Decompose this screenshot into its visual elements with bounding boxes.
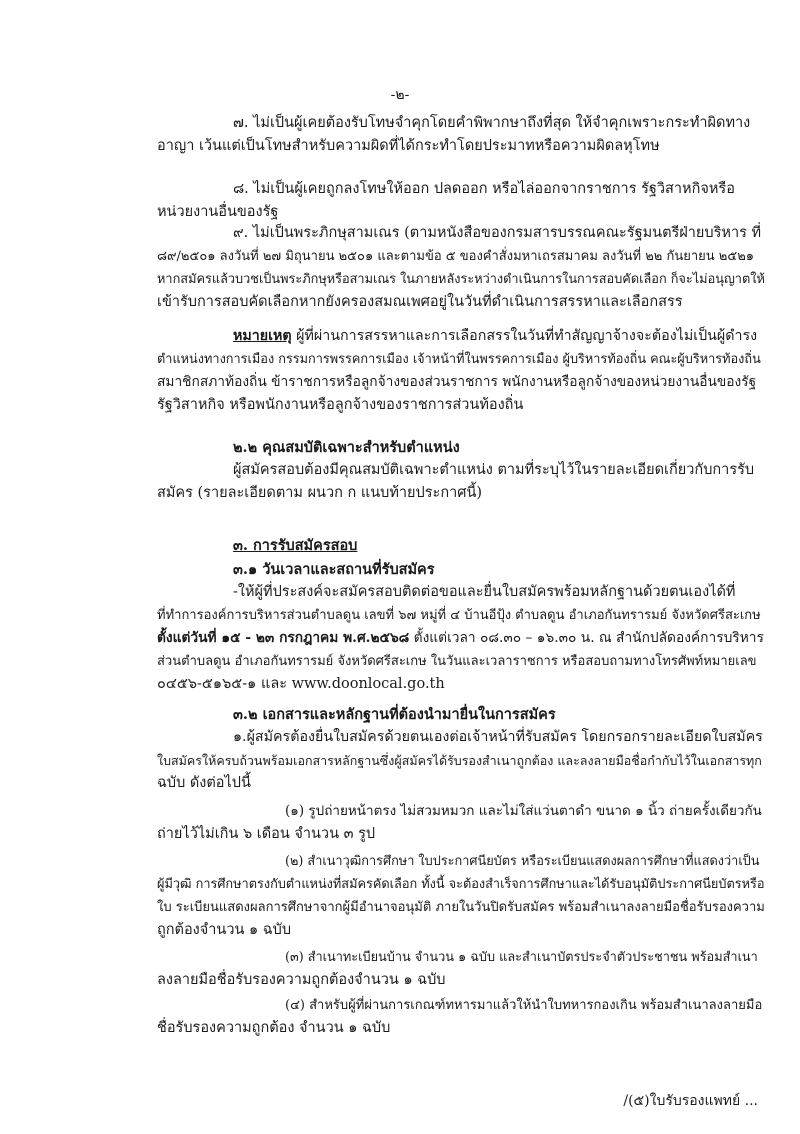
section-3-2-heading: ๓.๒ เอกสารและหลักฐานที่ต้องนำมายื่นในการสมัคร	[233, 706, 556, 723]
section-3-1-heading: ๓.๑ วันเวลาและสถานที่รับสมัคร	[233, 561, 435, 578]
item-9-line-1: ๙. ไม่เป็นพระภิกษุสามเณร (ตามหนังสือของกรมสารบรรณคณะรัฐมนตรีฝ่ายบริหาร ที่	[233, 225, 762, 241]
document-item-2-line-1: (๒) สำเนาวุฒิการศึกษา ใบประกาศนียบัตร หรือระเบียนแสดงผลการศึกษาที่แสดงว่าเป็น	[285, 854, 760, 869]
note-text-1: ผู้ที่ผ่านการสรรหาและการเลือกสรรในวันที่ทำสัญญาจ้างจะต้องไม่เป็นผู้ดำรง	[291, 328, 758, 344]
document-item-2-line-3: ใบ ระเบียนแสดงผลการศึกษาจากผู้มีอำนาจอนุมัติ ภายในวันปิดรับสมัคร พร้อมสำเนาลงลายมือชื่อรับรองความ	[157, 900, 765, 915]
section-2-2	[157, 436, 765, 505]
item-7-line-2: อาญา เว้นแต่เป็นโทษสำหรับความผิดที่ได้กระทำโดยประมาทหรือความผิดลหุโทษ	[157, 138, 660, 154]
item-9-line-3: หากสมัครแล้วบวชเป็นพระภิกษุหรือสามเณร ในภายหลังระหว่างดำเนินการในการสอบคัดเลือก ก็จะไม่อนุญาตให้	[157, 272, 765, 287]
document-item-4-line-1: (๔) สำหรับผู้ที่ผ่านการเกณฑ์ทหารมาแล้วให้นำใบทหารกองเกิน พร้อมสำเนาลงลายมือ	[285, 998, 763, 1013]
section-2-2-heading: ๒.๒ คุณสมบัติเฉพาะสำหรับตำแหน่ง	[233, 439, 460, 456]
item-9-line-2: ๘๙/๒๕๐๑ ลงวันที่ ๒๗ มิถุนายน ๒๕๐๑ และตามข้อ ๕ ของคำสั่งมหาเถรสมาคม ลงวันที่ ๒๒ กันยายน ๒๕๒๑	[157, 249, 755, 264]
document-item-2-line-4: ถูกต้องจำนวน ๑ ฉบับ	[157, 922, 292, 938]
document-item-4	[157, 994, 765, 1040]
section-3	[157, 534, 765, 557]
document-item-2	[157, 850, 765, 942]
note-line-2: ตำแหน่งทางการเมือง กรรมการพรรคการเมือง เจ้าหน้าที่ในพรรคการเมือง ผู้บริหารท้องถิ่น คณะผู้บริหารท้องถิ่น	[157, 352, 761, 367]
section-2-2-line-1: ผู้สมัครสอบต้องมีคุณสมบัติเฉพาะตำแหน่ง ตามที่ระบุไว้ในรายละเอียดเกี่ยวกับการรับ	[233, 462, 755, 478]
item-9-line-4: เข้ารับการสอบคัดเลือกหากยังครองสมณเพศอยู่ในวันที่ดำเนินการสรรหาและเลือกสรร	[157, 294, 683, 310]
section-3-1	[157, 558, 765, 696]
section-3-2-para-line-2: ใบสมัครให้ครบถ้วนพร้อมเอกสารหลักฐานซึ่งผู้สมัครได้รับรองสำเนาถูกต้อง และลงลายมือชื่อกำกับไว้ในเอกสารทุก	[157, 753, 762, 768]
document-item-4-line-2: ชื่อรับรองความถูกต้อง จำนวน ๑ ฉบับ	[157, 1020, 391, 1036]
document-item-3	[157, 946, 765, 992]
page-number: -๒-	[390, 87, 410, 103]
section-3-1-line-4: ส่วนตำบลดูน อำเภอกันทรารมย์ จังหวัดศรีสะเกษ ในวันและเวลาราชการ หรือสอบถามทางโทรศัพท์หมายเลข	[157, 654, 757, 669]
item-8-line-1: ๘. ไม่เป็นผู้เคยถูกลงโทษให้ออก ปลดออก หรือไล่ออกจากราชการ รัฐวิสาหกิจหรือ	[233, 181, 735, 197]
continuation-note: /(๕)ใบรับรองแพทย์ ...	[623, 1093, 758, 1109]
section-3-1-line-2: ที่ทำการองค์การบริหารส่วนตำบลดูน เลขที่ ๖๗ หมู่ที่ ๔ บ้านอีปุ้ง ตำบลดูน อำเภอกันทรารมย์ จังหวัดศรีสะเกษ	[157, 608, 761, 623]
document-item-2-line-2: ผู้มีวุฒิ การศึกษาตรงกับตำแหน่งที่สมัครคัดเลือก ทั้งนี้ จะต้องสำเร็จการศึกษาและได้รับอนุมัติประกาศนียบัตรหรือ	[157, 877, 765, 892]
section-3-2	[157, 703, 765, 795]
document-item-1-line-2: ถ่ายไว้ไม่เกิน ๖ เดือน จำนวน ๓ รูป	[157, 826, 376, 842]
note-line-4: รัฐวิสาหกิจ หรือพนักงานหรือลูกจ้างของราชการส่วนท้องถิ่น	[157, 397, 524, 413]
document-item-1-line-1: (๑) รูปถ่ายหน้าตรง ไม่สวมหมวก และไม่ใส่แว่นตาดำ ขนาด ๑ นิ้ว ถ่ายครั้งเดียวกัน	[285, 803, 762, 819]
section-3-2-para-line-1: ๑.ผู้สมัครต้องยื่นใบสมัครด้วยตนเองต่อเจ้าหน้าที่รับสมัคร โดยกรอกรายละเอียดใบสมัคร	[233, 729, 763, 745]
note-line-1	[157, 325, 765, 348]
item-8-line-2: หน่วยงานอื่นของรัฐ	[157, 204, 279, 220]
note-block	[157, 325, 765, 417]
item-7	[157, 112, 765, 158]
item-9	[157, 222, 765, 314]
section-3-1-line-1: -ให้ผู้ที่ประสงค์จะสมัครสอบติดต่อขอและยื่นใบสมัครพร้อมหลักฐานด้วยตนเองได้ที่	[233, 584, 736, 600]
section-2-2-line-2: สมัคร (รายละเอียดตาม ผนวก ก แนบท้ายประกาศนี้)	[157, 485, 483, 501]
item-7-line-1: ๗. ไม่เป็นผู้เคยต้องรับโทษจำคุกโดยคำพิพากษาถึงที่สุด ให้จำคุกเพราะกระทำผิดทาง	[233, 115, 751, 131]
document-item-3-line-2: ลงลายมือชื่อรับรองความถูกต้องจำนวน ๑ ฉบับ	[157, 972, 446, 988]
document-item-1	[157, 800, 765, 846]
section-3-2-para-line-3: ฉบับ ดังต่อไปนี้	[157, 775, 251, 791]
application-hours: ตั้งแต่เวลา ๐๘.๓๐ – ๑๖.๓๐ น. ณ สำนักปลัดองค์การบริหาร	[409, 630, 764, 646]
item-8	[157, 178, 765, 224]
application-period: ตั้งแต่วันที่ ๑๕ - ๒๓ กรกฎาคม พ.ศ.๒๕๖๘	[157, 630, 410, 646]
section-3-1-line-5: ๐๔๕๖-๕๑๖๕-๑ และ www.doonlocal.go.th	[157, 676, 445, 692]
document-item-3-line-1: (๓) สำเนาทะเบียนบ้าน จำนวน ๑ ฉบับ และสำเนาบัตรประจำตัวประชาชน พร้อมสำเนา	[285, 950, 758, 965]
note-line-3: สมาชิกสภาท้องถิ่น ข้าราชการหรือลูกจ้างของส่วนราชการ พนักงานหรือลูกจ้างของหน่วยงานอื่นของรัฐ	[157, 374, 757, 390]
note-label: หมายเหตุ	[233, 328, 292, 344]
section-3-1-line-3	[157, 627, 765, 650]
section-3-heading: ๓. การรับสมัครสอบ	[233, 537, 358, 554]
